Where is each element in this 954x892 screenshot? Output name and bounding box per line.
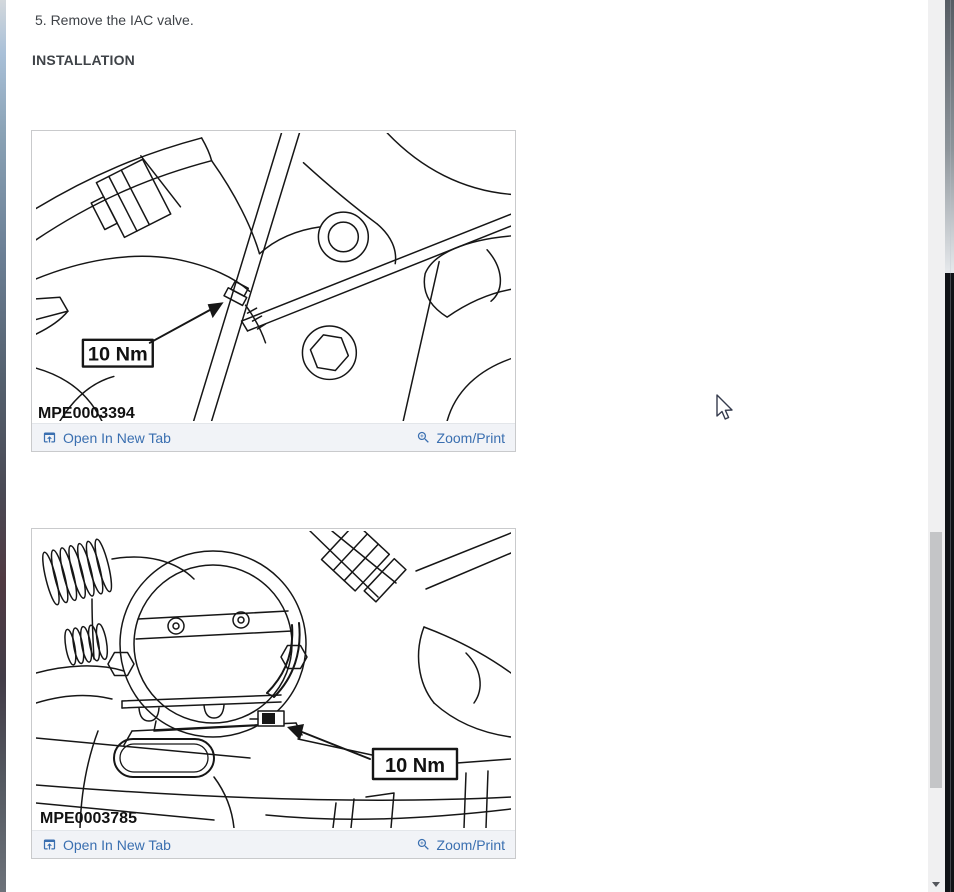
figure-card-1 <box>31 130 516 452</box>
window-scrollbar[interactable] <box>945 0 954 892</box>
figure-illustration-1 <box>36 133 511 421</box>
section-heading: INSTALLATION <box>32 52 135 68</box>
down-arrow-icon[interactable] <box>932 882 940 887</box>
window-scrollbar-groove <box>950 0 951 892</box>
figure-code: MPE0003394 <box>37 405 135 421</box>
zoom-link-label: Zoom/Print <box>436 836 505 853</box>
open-in-browser-icon <box>42 430 57 445</box>
zoom-print-link[interactable] <box>416 837 505 853</box>
figure-toolbar-1 <box>32 423 515 451</box>
zoom-link-label: Zoom/Print <box>436 429 505 446</box>
open-in-new-tab-link[interactable] <box>42 837 171 853</box>
torque-label: 10 Nm <box>87 343 148 366</box>
torque-label: 10 Nm <box>384 755 446 777</box>
open-link-label: Open In New Tab <box>63 836 171 853</box>
zoom-print-link[interactable] <box>416 430 505 446</box>
figure-image-1 <box>32 131 515 423</box>
figure-code: MPE0003785 <box>40 810 137 827</box>
mouse-cursor <box>712 392 736 422</box>
zoom-in-icon <box>416 837 431 852</box>
scrollbar-thumb[interactable] <box>930 532 942 788</box>
open-in-browser-icon <box>42 837 57 852</box>
figure-card-2 <box>31 528 516 859</box>
open-link-label: Open In New Tab <box>63 429 171 446</box>
step-text: 5. Remove the IAC valve. <box>35 12 194 28</box>
figure-illustration-2 <box>36 531 511 828</box>
content-scrollbar[interactable] <box>928 0 945 892</box>
background-edge <box>0 0 6 892</box>
figure-image-2 <box>32 529 515 830</box>
figure-toolbar-2 <box>32 830 515 858</box>
open-in-new-tab-link[interactable] <box>42 430 171 446</box>
zoom-in-icon <box>416 430 431 445</box>
